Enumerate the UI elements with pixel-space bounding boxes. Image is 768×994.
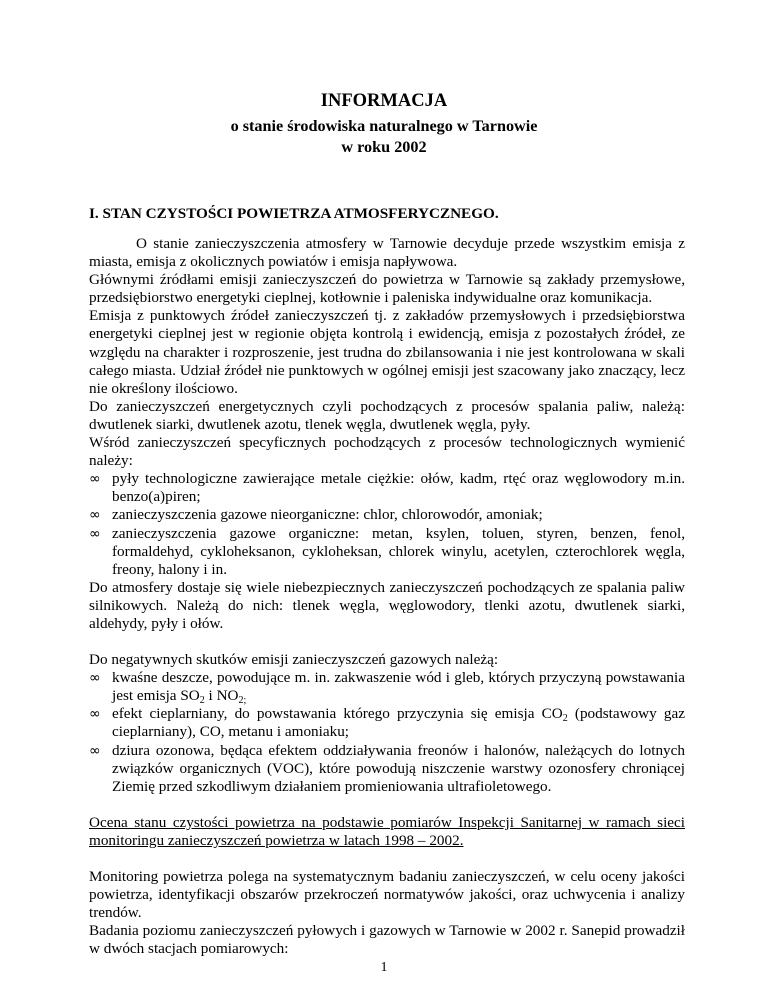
list-item: ∞ dziura ozonowa, będąca efektem oddziaływania freonów i halonów, należących do lotnych związków organicznych (VOC), które powodują niszczenie warstwy ozonosfery chroniącej Ziemię przed szkodliwym działaniem promieniowania ultrafioletowego. [89,741,685,795]
document-title [0,89,768,158]
list-item: ∞ zanieczyszczenia gazowe nieorganiczne: chlor, chlorowodór, amoniak; [89,506,543,524]
bullet-icon: ∞ [89,507,101,524]
list-item: ∞ efekt cieplarniany, do powstawania którego przyczynia się emisja $CO_2$ (podstawowy gaz cieplarniany), CO, metanu i amoniaku; [89,705,685,741]
pollutant-list [89,470,685,579]
paragraph-1: O stanie zanieczyszczenia atmosfery w Tarnowie decyduje przede wszystkim emisja z miasta, emisja z okolicznych powiatów i emisja napływowa. [89,235,685,271]
bullet-icon: ∞ [89,471,101,488]
bullet-icon: ∞ [89,670,101,687]
title-line-2: o stanie środowiska naturalnego w Tarnowie [230,117,538,135]
paragraph-5: Wśród zanieczyszczeń specyficznych pochodzących z procesów technologicznych wymienić należy: [89,434,685,470]
paragraph-4: Do zanieczyszczeń energetycznych czyli pochodzących z procesów spalania paliw, należą: dwutlenek siarki, dwutlenek azotu, tlenek węgla, dwutlenek węgla, pyły. [89,397,685,433]
paragraph-3: Emisja z punktowych źródeł zanieczyszczeń tj. z zakładów przemysłowych i przedsiębiorstwa energetyki cieplnej jest w regionie objęta kontrolą i ewidencją, emisja z pozostałych źródeł, ze względu na charakter i rozproszenie, jest trudna do zbilansowania i nie jest kontrolowana w skali całego miasta. Udział źródeł nie punktowych w ogólnej emisji jest szacowany jako znaczący, lecz nie określony ilościowo. [89,307,685,397]
page-number: 1 [380,960,388,975]
bullet-icon: ∞ [89,706,101,723]
list-item: ∞ zanieczyszczenia gazowe organiczne: metan, ksylen, toluen, styren, benzen, fenol, formaldehyd, cykloheksanon, cykloheksan, chlorek winylu, acetylen, czterochlorek węgla, freony, halony i in. [89,524,685,578]
bullet-icon: ∞ [89,742,101,759]
paragraph-2: Głównymi źródłami emisji zanieczyszczeń do powietrza w Tarnowie są zakłady przemysłowe, przedsiębiorstwo energetyki cieplnej, kotłownie i paleniska indywidualne oraz komunikacja. [89,271,685,307]
paragraph-7: Do negatywnych skutków emisji zanieczyszczeń gazowych należą: [89,651,499,669]
paragraph-9: Monitoring powietrza polega na systematycznym badaniu zanieczyszczeń, w celu oceny jakości powietrza, identyfikacji obszarów przekroczeń normatywów jakości, oraz uchwycenia i analizy trendów. [89,868,685,922]
effects-list [89,669,685,796]
title-line-3: w roku 2002 [341,138,427,156]
paragraph-6: Do atmosfery dostaje się wiele niebezpiecznych zanieczyszczeń pochodzących ze spalania paliw silnikowych. Należą do nich: tlenek węgla, węglowodory, tlenki azotu, dwutlenek siarki, aldehydy, pyły i ołów. [89,578,685,632]
list-item: ∞ kwaśne deszcze, powodujące m. in. zakwaszenie wód i gleb, których przyczyną powstawania jest emisja $SO_2$ i $NO_{2;}$ [89,669,685,707]
paragraph-10: Badania poziomu zanieczyszczeń pyłowych i gazowych w Tarnowie w 2002 r. Sanepid prowadził w dwóch stacjach pomiarowych: [89,922,685,958]
list-item: ∞ pyły technologiczne zawierające metale ciężkie: ołów, kadm, rtęć oraz węglowodory m.in. benzo(a)piren; [89,470,685,506]
title-line-1: INFORMACJA [320,91,448,111]
section-heading: I. STAN CZYSTOŚCI POWIETRZA ATMOSFERYCZNEGO. [89,205,499,222]
bullet-icon: ∞ [89,525,101,542]
subsection-heading: Ocena stanu czystości powietrza na podstawie pomiarów Inspekcji Sanitarnej w ramach sieci monitoringu zanieczyszczeń powietrza w latach 1998 – 2002. [89,813,685,849]
body-text [89,235,685,958]
